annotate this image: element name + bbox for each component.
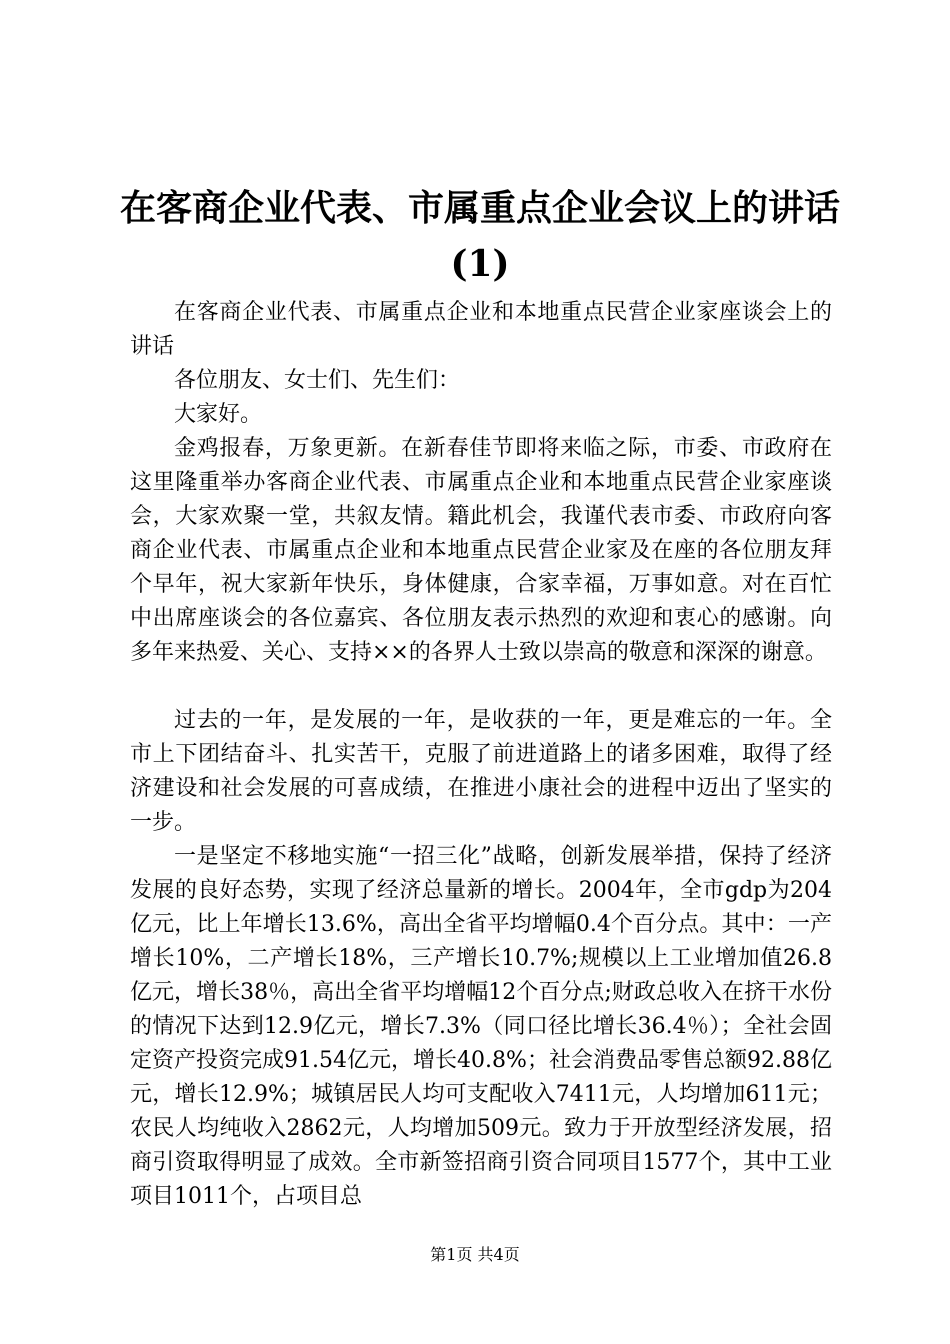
- page-footer: 第1页 共4页: [430, 1245, 520, 1264]
- paragraph-greeting: 大家好。: [174, 402, 263, 427]
- paragraph-subtitle: 在客商企业代表、市属重点企业和本地重点民营企业家座谈会上的讲话: [130, 300, 832, 359]
- paragraph-review: 过去的一年，是发展的一年，是收获的一年，更是难忘的一年。全市上下团结奋斗、扎实苦干，克服了前进道路上的诸多困难，取得了经济建设和社会发展的可喜成绩，在推进小康社会的进程中迈出了坚实的一步。: [130, 708, 832, 835]
- paragraph-opening: 金鸡报春，万象更新。在新春佳节即将来临之际，市委、市政府在这里隆重举办客商企业代表、市属重点企业和本地重点民营企业家座谈会，大家欢聚一堂，共叙友情。籍此机会，我谨代表市委、市政府向客商企业代表、市属重点企业和本地重点民营企业家及在座的各位朋友拜个早年，祝大家新年快乐，身体健康，合家幸福，万事如意。对在百忙中出席座谈会的各位嘉宾、各位朋友表示热烈的欢迎和衷心的感谢。向多年来热爱、关心、支持××的各界人士致以崇高的敬意和深深的谢意。: [130, 436, 832, 665]
- paragraph-salutation: 各位朋友、女士们、先生们：: [174, 368, 461, 393]
- title-line-2: (1): [450, 243, 510, 285]
- paragraph-achievement-1: 一是坚定不移地实施“一招三化”战略，创新发展举措，保持了经济发展的良好态势，实现了经济总量新的增长。2004年，全市gdp为204亿元，比上年增长13.6%，高出全省平均增幅0.4个百分点。其中：一产增长10%，二产增长18%，三产增长10.7%;规模以上工业增加值26.8亿元，增长38％，高出全省平均增幅12个百分点;财政总收入在挤干水份的情况下达到12.9亿元，增长7.3%（同口径比增长36.4％）；全社会固定资产投资完成91.54亿元，增长40.8%；社会消费品零售总额92.88亿元，增长12.9%；城镇居民人均可支配收入7411元，人均增加611元；农民人均纯收入2862元，人均增加509元。致力于开放型经济发展，招商引资取得明显了成效。全市新签招商引资合同项目1577个，其中工业项目1011个，占项目总: [130, 844, 832, 1209]
- title-line-1: 在客商企业代表、市属重点企业会议上的讲话: [119, 187, 840, 229]
- document-body: [130, 296, 832, 1214]
- document-title: [100, 180, 860, 292]
